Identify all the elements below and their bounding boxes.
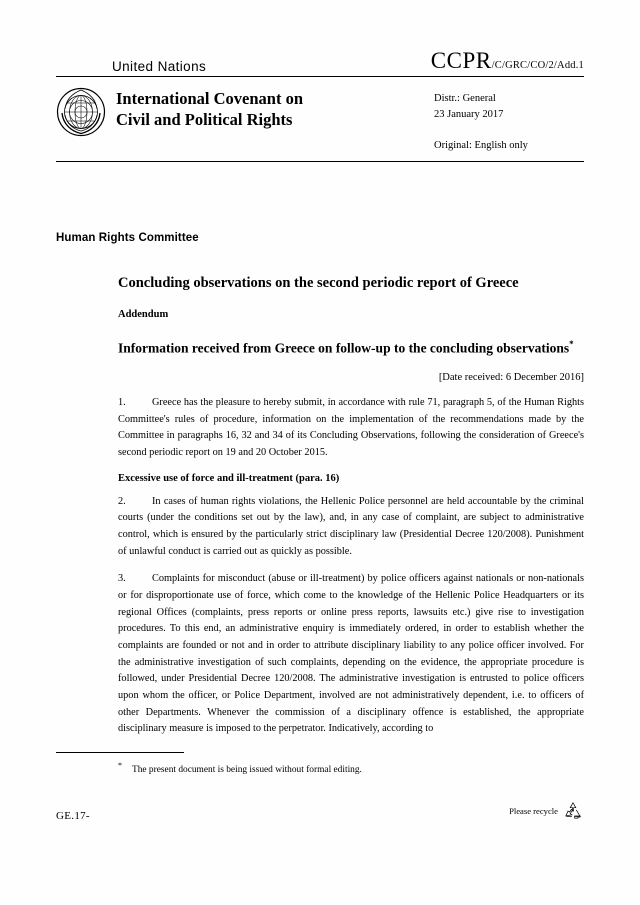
paragraph-number: 2.	[118, 495, 126, 507]
footnote-area	[56, 752, 584, 777]
paragraph-text: Complaints for misconduct (abuse or ill-treatment) by police officers against nationals or non-nationals or for disproportionate use of force, which come to the knowledge of the Hellenic Police Headquarters or its regional Offices (complaints, press reports or online press reports, lawsuits etc.) give rise to investigation procedures. To this end, an administrative enquiry is immediately ordered, in order to establish whether the complaints are founded or not and in order to attribute disciplinary liability to any police officer involved. For the administrative investigation of such complaints, depending on the evidence, the appropriate procedure is followed, under Presidential Decree 120/2008. The administrative investigation is entrusted to police officers upon whom the officer, or Police Department, involved are not administratively dependent, i.e. to officers of other Departments. Whenever the commission of a disciplinary offence is established, the appropriate disciplinary measure is imposed to the perpetrator. Indicatively, according to	[118, 573, 584, 735]
footnote-text	[118, 760, 584, 777]
document-title-block	[116, 89, 434, 131]
organization-name: United Nations	[112, 59, 207, 74]
body-indented-block	[118, 274, 584, 738]
footnote-marker: *	[118, 761, 122, 770]
paragraph-number: 3.	[118, 573, 126, 585]
subtitle-footnote-marker: *	[569, 339, 574, 350]
header-rule-bottom	[56, 161, 584, 162]
header-main-row	[56, 77, 584, 161]
addendum-label: Addendum	[118, 309, 169, 321]
document-symbol	[431, 48, 584, 74]
symbol-suffix: /C/GRC/CO/2/Add.1	[491, 60, 584, 71]
page-subtitle	[118, 338, 584, 358]
paragraph-number: 1.	[118, 396, 126, 408]
distribution-block	[434, 91, 584, 154]
symbol-main: CCPR	[430, 48, 492, 73]
document-body	[56, 232, 584, 749]
recycle-block	[509, 800, 584, 822]
subtitle-text: Information received from Greece on follow-up to the concluding observations	[118, 340, 570, 356]
paragraph-text: In cases of human rights violations, the Hellenic Police personnel are held accountable by the criminal courts (under the conditions set out by the law), and, in any case of complaint, are subject to administrative control, which is ensured by the particularly strict disciplinary law (Presidential Decree 120/2008). Punishment of unlawful conduct is carried out as quickly as possible.	[118, 495, 584, 557]
page-title: Concluding observations on the second periodic report of Greece	[118, 275, 519, 291]
document-footer	[56, 800, 584, 822]
original-language: Original: English only	[434, 139, 528, 151]
header-top-row	[56, 48, 584, 76]
covenant-title-line1: International Covenant on	[116, 89, 304, 108]
un-emblem-icon	[56, 87, 106, 137]
job-number: GE.17-	[56, 810, 90, 822]
section-heading: Excessive use of force and ill-treatment (para. 16)	[118, 472, 340, 484]
document-date: 23 January 2017	[434, 109, 504, 121]
date-received: [Date received: 6 December 2016]	[438, 371, 584, 383]
committee-name: Human Rights Committee	[56, 232, 199, 244]
paragraph-3	[118, 571, 584, 738]
covenant-title-line2: Civil and Political Rights	[116, 109, 293, 129]
distribution-label: Distr.: General	[434, 93, 496, 104]
paragraph-text: Greece has the pleasure to hereby submit, in accordance with rule 71, paragraph 5, of the Human Rights Committee's rules of procedure, information on the implementation of the recommendations made by the Committee in paragraphs 16, 32 and 34 of its Concluding Observations, following the consideration of Greece's second periodic report on 19 and 20 October 2015.	[118, 396, 584, 458]
paragraph-1	[118, 395, 584, 462]
footnote-body: The present document is being issued without formal editing.	[132, 765, 362, 776]
recycle-icon	[562, 800, 584, 822]
document-header	[56, 48, 584, 162]
footnote-separator	[56, 752, 184, 753]
paragraph-2	[118, 494, 584, 561]
recycle-label: Please recycle	[509, 806, 558, 816]
